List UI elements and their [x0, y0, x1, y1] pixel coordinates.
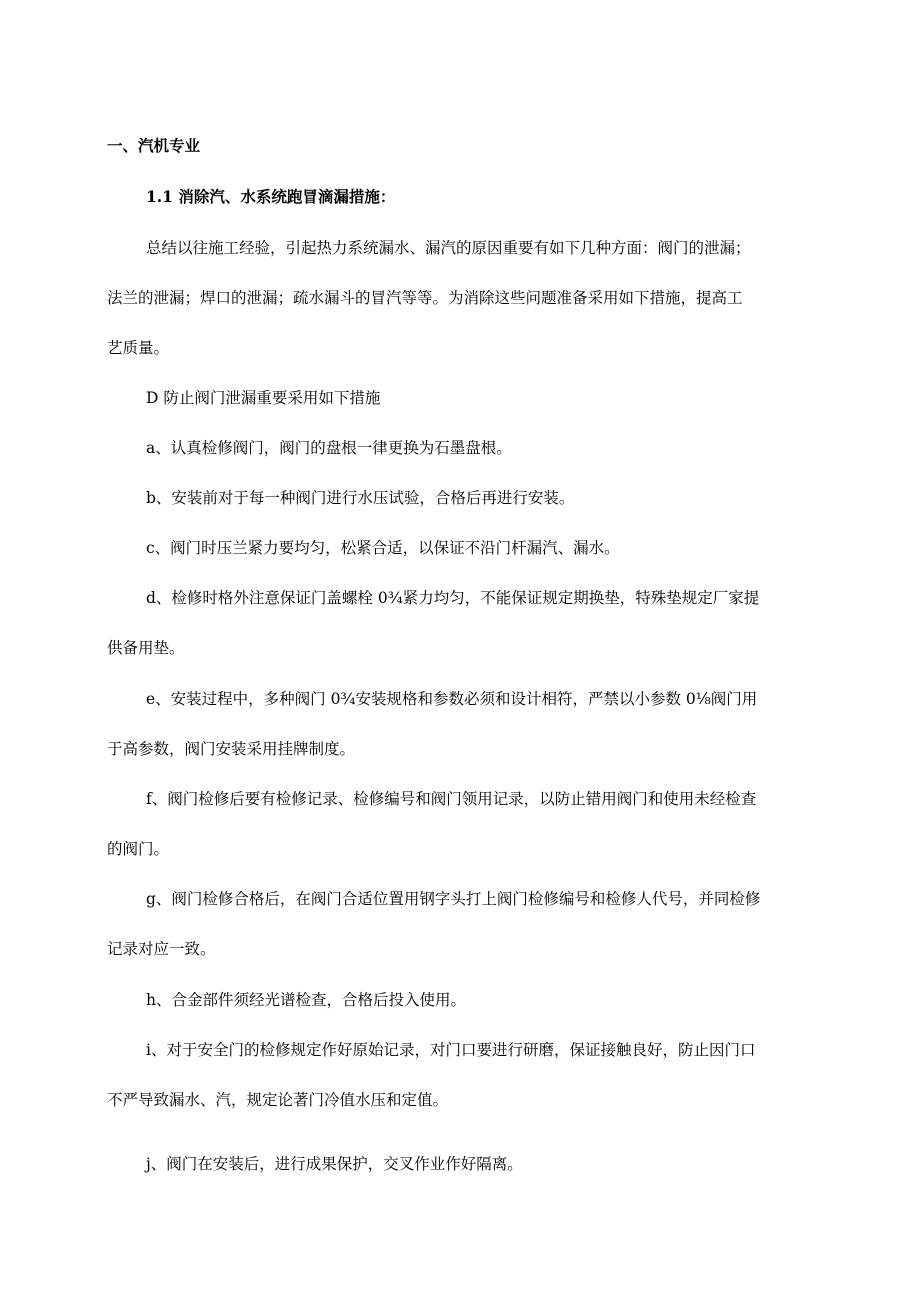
list-item-d-continuation: 供备用垫。: [107, 639, 185, 657]
section-title: 一、汽机专业: [107, 136, 201, 155]
list-item-b: b、安装前对于每一种阀门进行水压试验，合格后再进行安装。: [146, 489, 575, 507]
list-item-i-continuation: 不严导致漏水、汽，规定论著门冷值水压和定值。: [107, 1091, 449, 1109]
list-item-f: f、阀门检修后要有检修记录、检修编号和阀门领用记录，以防止错用阀门和使用未经检查: [146, 790, 757, 808]
list-item-c: c、阀门时压兰紧力要均匀，松紧合适，以保证不沿门杆漏汽、漏水。: [146, 539, 620, 557]
list-item-a: a、认真检修阀门，阀门的盘根一律更换为石墨盘根。: [146, 439, 512, 457]
list-item-d: d、检修时格外注意保证门盖螺栓 0¾紧力均匀，不能保证规定期换垫，特殊垫规定厂家提: [146, 589, 760, 607]
list-item-h: h、合金部件须经光谱检查，合格后投入使用。: [146, 991, 466, 1009]
intro-paragraph-line: 艺质量。: [107, 339, 170, 357]
list-item-i: i、对于安全门的检修规定作好原始记录，对门口要进行研磨，保证接触良好，防止因门口: [146, 1041, 756, 1059]
list-item-g: g、阀门检修合格后，在阀门合适位置用钢字头打上阀门检修编号和检修人代号，并同检修: [146, 890, 761, 908]
subsection-title: 1.1 消除汽、水系统跑冒滴漏措施：: [146, 187, 396, 206]
list-item-e-continuation: 于高参数，阀门安装采用挂牌制度。: [107, 740, 356, 758]
list-item-g-continuation: 记录对应一致。: [107, 940, 216, 958]
list-item-e: e、安装过程中，多种阀门 0¾安装规格和参数必须和设计相符，严禁以小参数 0⅛阀门用: [146, 690, 758, 708]
list-heading: D 防止阀门泄漏重要采用如下措施: [146, 389, 381, 407]
intro-paragraph-line: 法兰的泄漏；焊口的泄漏；疏水漏斗的冒汽等等。为消除这些问题准备采用如下措施，提高工: [107, 289, 743, 307]
list-item-f-continuation: 的阀门。: [107, 840, 170, 858]
list-item-j: j、阀门在安装后，进行成果保护，交叉作业作好隔离。: [146, 1155, 523, 1173]
intro-paragraph-line: 总结以往施工经验，引起热力系统漏水、漏汽的原因重要有如下几种方面：阀门的泄漏；: [146, 239, 751, 257]
